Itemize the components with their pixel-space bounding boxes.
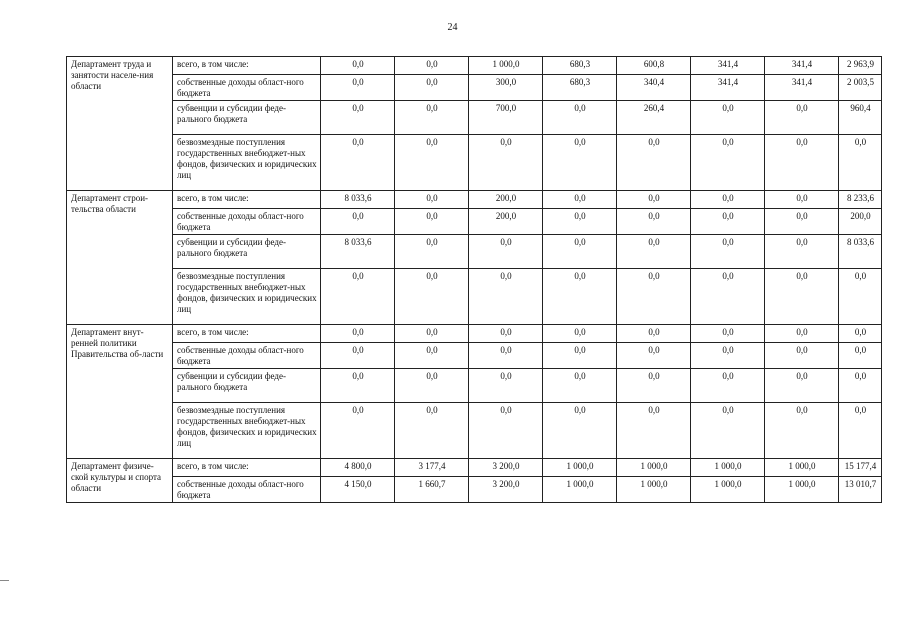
year-value-cell: 1 000,0	[691, 459, 765, 477]
table-row	[67, 209, 882, 235]
year-value-cell: 0,0	[765, 325, 839, 343]
total-value-cell: 200,0	[839, 209, 882, 235]
year-value-cell: 0,0	[617, 343, 691, 369]
funding-source: собственные доходы област-ного бюджета	[173, 75, 321, 101]
table-row	[67, 477, 882, 503]
year-value-cell: 0,0	[691, 403, 765, 459]
year-value-cell: 1 000,0	[691, 477, 765, 503]
year-value-cell: 0,0	[395, 343, 469, 369]
year-value-cell: 680,3	[543, 75, 617, 101]
year-value-cell: 0,0	[543, 101, 617, 135]
year-value-cell: 3 200,0	[469, 477, 543, 503]
year-value-cell: 0,0	[321, 343, 395, 369]
year-value-cell: 8 033,6	[321, 235, 395, 269]
department-name: Департамент физиче-ской культуры и спорта области	[67, 459, 173, 503]
year-value-cell: 0,0	[321, 101, 395, 135]
year-value-cell: 0,0	[691, 209, 765, 235]
year-value-cell: 0,0	[321, 325, 395, 343]
year-value-cell: 341,4	[691, 75, 765, 101]
year-value-cell: 0,0	[543, 325, 617, 343]
funding-source: всего, в том числе:	[173, 57, 321, 75]
year-value-cell: 0,0	[321, 57, 395, 75]
total-value-cell: 0,0	[839, 369, 882, 403]
year-value-cell: 4 800,0	[321, 459, 395, 477]
table-row	[67, 135, 882, 191]
funding-source: субвенции и субсидии феде-рального бюджета	[173, 235, 321, 269]
year-value-cell: 3 200,0	[469, 459, 543, 477]
year-value-cell: 340,4	[617, 75, 691, 101]
total-value-cell: 0,0	[839, 269, 882, 325]
year-value-cell: 0,0	[617, 269, 691, 325]
total-value-cell: 0,0	[839, 135, 882, 191]
total-value-cell: 2 003,5	[839, 75, 882, 101]
funding-source: безвозмездные поступления государственных внебюджет-ных фондов, физических и юридических лиц	[173, 269, 321, 325]
total-value-cell: 15 177,4	[839, 459, 882, 477]
year-value-cell: 0,0	[543, 369, 617, 403]
year-value-cell: 0,0	[321, 75, 395, 101]
department-name: Департамент труда и занятости населе-ния области	[67, 57, 173, 191]
year-value-cell: 300,0	[469, 75, 543, 101]
year-value-cell: 0,0	[765, 101, 839, 135]
year-value-cell: 0,0	[321, 209, 395, 235]
year-value-cell: 4 150,0	[321, 477, 395, 503]
year-value-cell: 600,8	[617, 57, 691, 75]
year-value-cell: 0,0	[469, 135, 543, 191]
table-row	[67, 269, 882, 325]
year-value-cell: 0,0	[691, 235, 765, 269]
year-value-cell: 0,0	[691, 135, 765, 191]
table-row	[67, 403, 882, 459]
table-row	[67, 101, 882, 135]
total-value-cell: 8 033,6	[839, 235, 882, 269]
total-value-cell: 0,0	[839, 343, 882, 369]
year-value-cell: 1 660,7	[395, 477, 469, 503]
department-name: Департамент строи-тельства области	[67, 191, 173, 325]
table-row	[67, 343, 882, 369]
year-value-cell: 1 000,0	[543, 477, 617, 503]
total-value-cell: 13 010,7	[839, 477, 882, 503]
year-value-cell: 0,0	[395, 209, 469, 235]
year-value-cell: 0,0	[395, 101, 469, 135]
total-value-cell: 8 233,6	[839, 191, 882, 209]
year-value-cell: 1 000,0	[765, 477, 839, 503]
year-value-cell: 0,0	[617, 235, 691, 269]
year-value-cell: 341,4	[765, 75, 839, 101]
year-value-cell: 3 177,4	[395, 459, 469, 477]
funding-source: собственные доходы област-ного бюджета	[173, 477, 321, 503]
total-value-cell: 0,0	[839, 403, 882, 459]
year-value-cell: 0,0	[765, 403, 839, 459]
year-value-cell: 0,0	[617, 209, 691, 235]
funding-source: безвозмездные поступления государственных внебюджет-ных фондов, физических и юридических лиц	[173, 403, 321, 459]
year-value-cell: 0,0	[617, 325, 691, 343]
year-value-cell: 0,0	[543, 235, 617, 269]
year-value-cell: 1 000,0	[765, 459, 839, 477]
funding-source: собственные доходы област-ного бюджета	[173, 209, 321, 235]
year-value-cell: 1 000,0	[543, 459, 617, 477]
margin-mark	[0, 580, 9, 581]
year-value-cell: 0,0	[469, 369, 543, 403]
year-value-cell: 0,0	[765, 209, 839, 235]
year-value-cell: 0,0	[765, 343, 839, 369]
table-row	[67, 191, 882, 209]
year-value-cell: 8 033,6	[321, 191, 395, 209]
year-value-cell: 0,0	[395, 235, 469, 269]
table-row	[67, 369, 882, 403]
year-value-cell: 0,0	[543, 343, 617, 369]
year-value-cell: 0,0	[691, 325, 765, 343]
year-value-cell: 0,0	[543, 403, 617, 459]
year-value-cell: 0,0	[395, 191, 469, 209]
table-row	[67, 235, 882, 269]
year-value-cell: 0,0	[691, 369, 765, 403]
year-value-cell: 0,0	[543, 269, 617, 325]
year-value-cell: 0,0	[617, 369, 691, 403]
year-value-cell: 0,0	[469, 343, 543, 369]
year-value-cell: 0,0	[765, 369, 839, 403]
funding-source: безвозмездные поступления государственных внебюджет-ных фондов, физических и юридических лиц	[173, 135, 321, 191]
budget-table	[66, 56, 882, 503]
table-row	[67, 75, 882, 101]
year-value-cell: 0,0	[543, 209, 617, 235]
year-value-cell: 0,0	[543, 191, 617, 209]
year-value-cell: 341,4	[765, 57, 839, 75]
funding-source: субвенции и субсидии феде-рального бюджета	[173, 369, 321, 403]
year-value-cell: 0,0	[765, 135, 839, 191]
table-row	[67, 57, 882, 75]
year-value-cell: 0,0	[321, 369, 395, 403]
table-row	[67, 459, 882, 477]
year-value-cell: 1 000,0	[617, 477, 691, 503]
total-value-cell: 0,0	[839, 325, 882, 343]
page-number: 24	[447, 22, 458, 33]
year-value-cell: 0,0	[617, 403, 691, 459]
funding-source: субвенции и субсидии феде-рального бюджета	[173, 101, 321, 135]
year-value-cell: 0,0	[469, 403, 543, 459]
year-value-cell: 0,0	[395, 75, 469, 101]
funding-source: всего, в том числе:	[173, 459, 321, 477]
budget-table-body	[67, 57, 882, 503]
year-value-cell: 1 000,0	[469, 57, 543, 75]
year-value-cell: 0,0	[469, 325, 543, 343]
year-value-cell: 0,0	[691, 269, 765, 325]
total-value-cell: 2 963,9	[839, 57, 882, 75]
year-value-cell: 700,0	[469, 101, 543, 135]
year-value-cell: 0,0	[469, 269, 543, 325]
year-value-cell: 200,0	[469, 191, 543, 209]
year-value-cell: 0,0	[691, 101, 765, 135]
year-value-cell: 0,0	[765, 191, 839, 209]
year-value-cell: 341,4	[691, 57, 765, 75]
year-value-cell: 0,0	[395, 369, 469, 403]
year-value-cell: 0,0	[321, 269, 395, 325]
funding-source: всего, в том числе:	[173, 191, 321, 209]
year-value-cell: 0,0	[469, 235, 543, 269]
year-value-cell: 0,0	[617, 135, 691, 191]
year-value-cell: 0,0	[321, 135, 395, 191]
year-value-cell: 200,0	[469, 209, 543, 235]
year-value-cell: 0,0	[395, 57, 469, 75]
year-value-cell: 0,0	[395, 135, 469, 191]
department-name: Департамент внут-ренней политики Правительства об-ласти	[67, 325, 173, 459]
year-value-cell: 0,0	[395, 325, 469, 343]
year-value-cell: 1 000,0	[617, 459, 691, 477]
funding-source: собственные доходы област-ного бюджета	[173, 343, 321, 369]
year-value-cell: 680,3	[543, 57, 617, 75]
year-value-cell: 0,0	[765, 269, 839, 325]
year-value-cell: 0,0	[543, 135, 617, 191]
funding-source: всего, в том числе:	[173, 325, 321, 343]
year-value-cell: 0,0	[395, 403, 469, 459]
year-value-cell: 0,0	[395, 269, 469, 325]
year-value-cell: 260,4	[617, 101, 691, 135]
total-value-cell: 960,4	[839, 101, 882, 135]
year-value-cell: 0,0	[617, 191, 691, 209]
year-value-cell: 0,0	[765, 235, 839, 269]
table-row	[67, 325, 882, 343]
year-value-cell: 0,0	[321, 403, 395, 459]
year-value-cell: 0,0	[691, 343, 765, 369]
year-value-cell: 0,0	[691, 191, 765, 209]
